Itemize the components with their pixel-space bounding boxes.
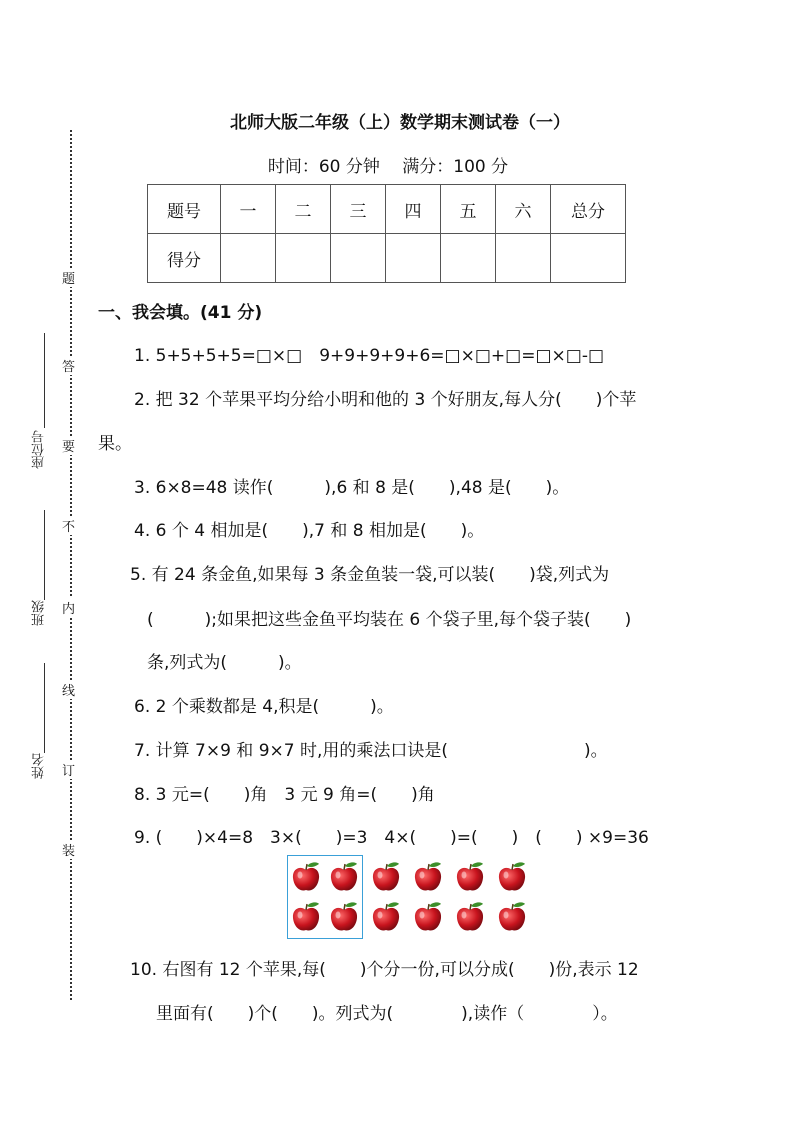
question-2: 2. 把 32 个苹果平均分给小明和他的 3 个好朋友,每人分( )个苹: [134, 390, 637, 410]
binding-dotted-line: [70, 130, 72, 1000]
apple-icon: [291, 861, 321, 893]
apple-icon: [455, 861, 485, 893]
binding-char: 要: [62, 436, 75, 455]
score-input-cell[interactable]: [276, 234, 331, 283]
score-input-cell[interactable]: [386, 234, 441, 283]
question-4: 4. 6 个 4 相加是( ),7 和 8 相加是( )。: [134, 521, 485, 541]
exam-info: 时间：60 分钟 满分：100 分: [267, 157, 509, 177]
question-6: 6. 2 个乘数都是 4,积是( )。: [134, 697, 394, 717]
question-10: 10. 右图有 12 个苹果,每( )个分一份,可以分成( )份,表示 12: [130, 960, 639, 980]
question-10-cont: 里面有( )个( )。列式为( ),读作（ ）。: [156, 1004, 618, 1024]
section-heading: 一、我会填。(41 分): [98, 303, 263, 323]
score-cell: 六: [496, 185, 551, 234]
question-1: 1. 5+5+5+5=□×□ 9+9+9+9+6=□×□+□=□×□-□: [134, 346, 605, 366]
apple-icon: [329, 861, 359, 893]
name-blank-line[interactable]: [44, 663, 45, 753]
apple-icon: [497, 861, 527, 893]
apple-icon: [497, 901, 527, 933]
score-input-cell[interactable]: [441, 234, 496, 283]
class-label: 班级: [32, 600, 47, 626]
score-cell: 二: [276, 185, 331, 234]
seat-label: 座位号: [32, 430, 47, 469]
score-cell: 题号: [148, 185, 221, 234]
score-table-header-row: [148, 185, 626, 234]
apple-icon: [329, 901, 359, 933]
question-7: 7. 计算 7×9 和 9×7 时,用的乘法口诀是( )。: [134, 741, 608, 761]
score-table: [147, 184, 626, 283]
question-3: 3. 6×8=48 读作( ),6 和 8 是( ),48 是( )。: [134, 478, 570, 498]
apple-icon: [413, 861, 443, 893]
score-input-cell[interactable]: [551, 234, 626, 283]
score-cell: 三: [331, 185, 386, 234]
question-9: 9. ( )×4=8 3×( )=3 4×( )=( ) ( ) ×9=36: [134, 828, 649, 848]
page-title: 北师大版二年级（上）数学期末测试卷（一）: [230, 113, 570, 133]
binding-char: 内: [62, 598, 75, 617]
apples-figure: [287, 855, 532, 939]
score-cell: 五: [441, 185, 496, 234]
score-table-score-row: [148, 234, 626, 283]
score-cell: 一: [221, 185, 276, 234]
question-5-cont2: 条,列式为( )。: [147, 653, 302, 673]
binding-char: 订: [62, 760, 75, 779]
apple-icon: [371, 861, 401, 893]
apple-icon: [455, 901, 485, 933]
question-2-cont: 果。: [98, 434, 132, 454]
score-cell: 四: [386, 185, 441, 234]
class-blank-line[interactable]: [44, 510, 45, 600]
binding-char: 答: [62, 356, 75, 375]
binding-char: 装: [62, 840, 75, 859]
apple-icon: [291, 901, 321, 933]
score-input-cell[interactable]: [221, 234, 276, 283]
question-8: 8. 3 元=( )角 3 元 9 角=( )角: [134, 785, 435, 805]
question-5: 5. 有 24 条金鱼,如果每 3 条金鱼装一袋,可以装( )袋,列式为: [130, 565, 610, 585]
seat-blank-line[interactable]: [44, 333, 45, 428]
question-5-cont: ( );如果把这些金鱼平均装在 6 个袋子里,每个袋子装( ): [147, 610, 632, 630]
binding-char: 不: [62, 516, 75, 535]
score-cell: 总分: [551, 185, 626, 234]
name-label: 姓名: [32, 753, 47, 779]
score-input-cell[interactable]: [496, 234, 551, 283]
binding-char: 线: [62, 680, 75, 699]
binding-char: 题: [62, 268, 75, 287]
apple-icon: [371, 901, 401, 933]
score-input-cell[interactable]: [331, 234, 386, 283]
apple-icon: [413, 901, 443, 933]
score-cell: 得分: [148, 234, 221, 283]
